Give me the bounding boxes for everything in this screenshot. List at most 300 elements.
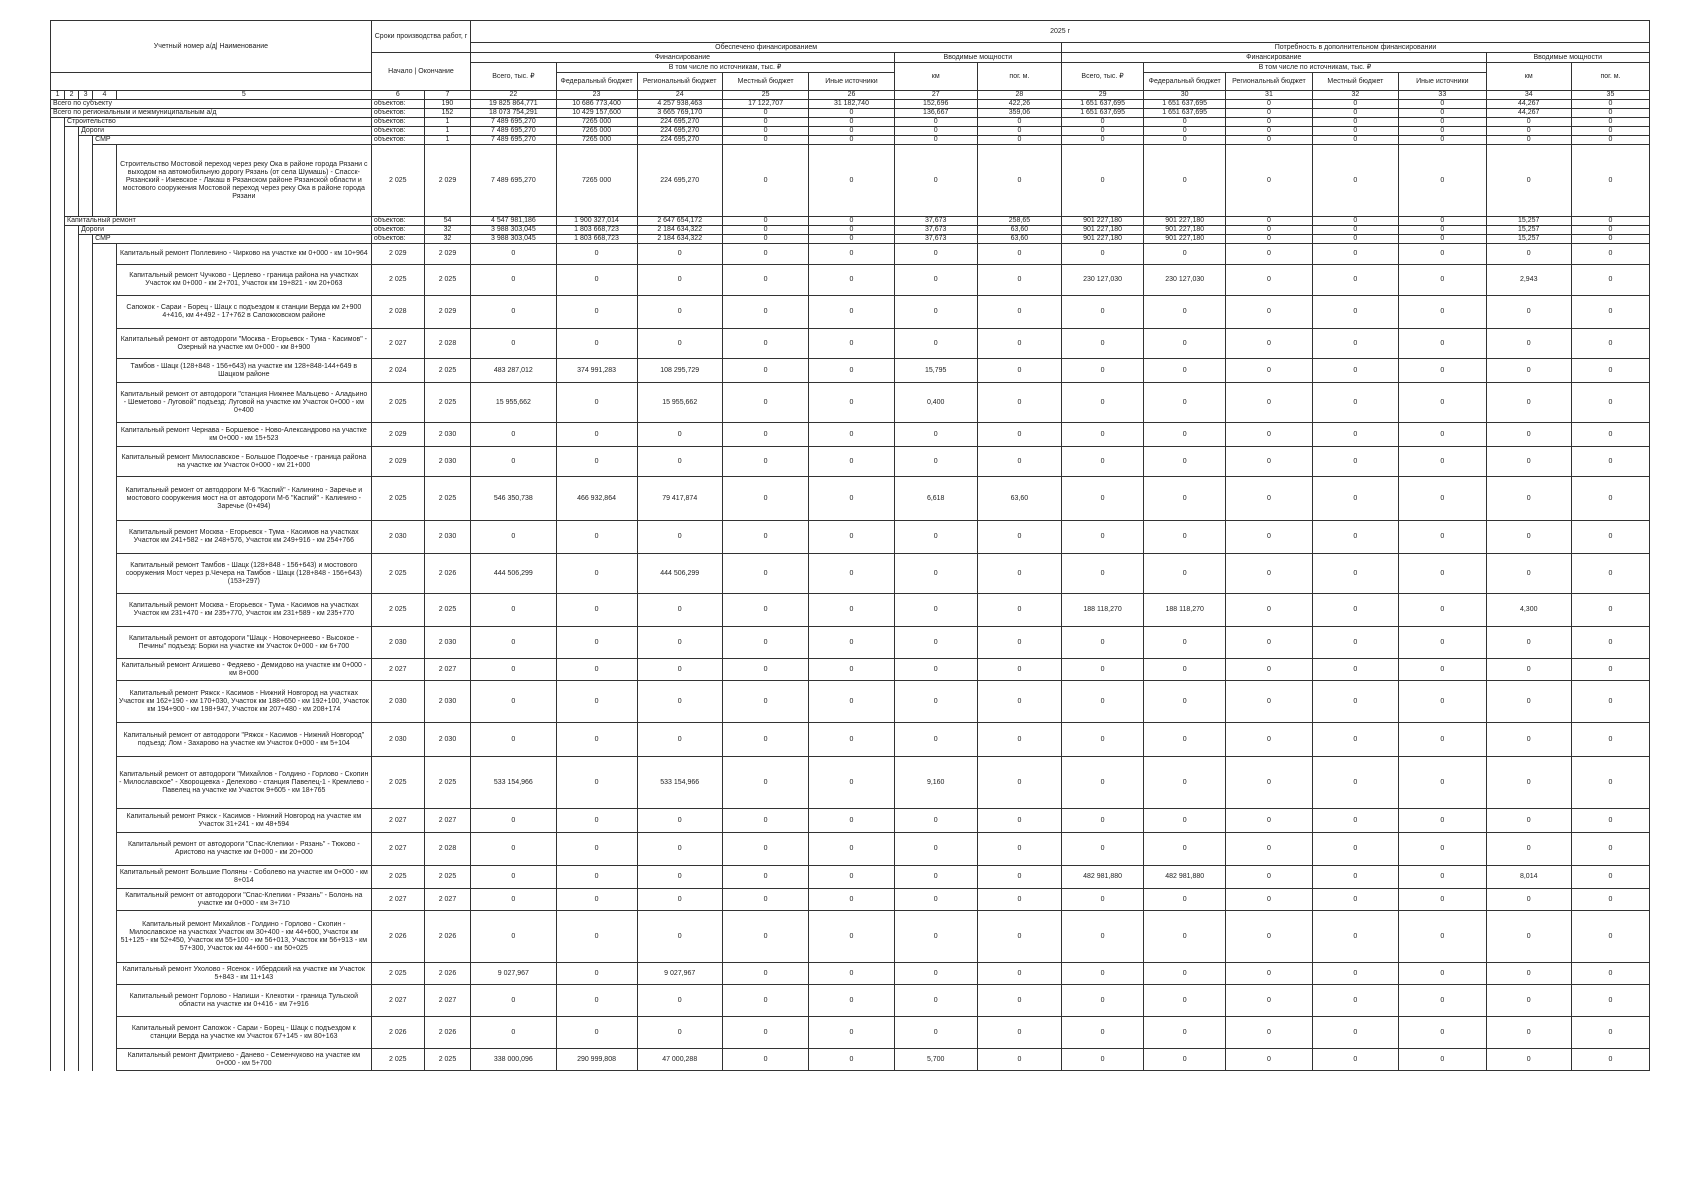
object-row [51,809,1650,833]
value-cell: 0 [1226,911,1312,963]
value-cell: 0 [1226,296,1312,329]
value-cell: 901 227,180 [1144,235,1226,244]
row-label: СМР [93,136,372,145]
value-cell: 0 [1486,659,1571,681]
value-cell: 0 [809,659,894,681]
value-cell: 15,795 [894,359,977,383]
value-cell: 136,667 [894,109,977,118]
value-cell: 0 [1312,329,1398,359]
value-cell: 0 [471,423,556,447]
end-year: 2 025 [424,594,470,627]
value-cell: 0 [977,136,1061,145]
header-capacity-need: Вводимые мощности [1486,53,1649,63]
value-cell: 258,65 [977,217,1061,226]
value-cell: 188 118,270 [1062,594,1144,627]
column-number: 33 [1399,91,1487,100]
row-label: Капитальный ремонт [65,217,372,226]
value-cell: 0 [1399,217,1487,226]
value-cell: 0 [1399,681,1487,723]
indent-cell [79,447,93,477]
indent-cell [93,265,117,296]
value-cell: 0 [1062,833,1144,866]
unit-label: объектов: [371,109,424,118]
value-cell: 0 [1486,833,1571,866]
value-cell: 0 [722,235,808,244]
value-cell: 0 [722,423,808,447]
object-name: Капитальный ремонт Дмитриево - Данево - Семенчуково на участке км 0+000 - км 5+700 [116,1049,371,1071]
indent-cell [51,833,65,866]
indent-cell [93,594,117,627]
column-number: 25 [722,91,808,100]
end-year: 2 029 [424,296,470,329]
value-cell: 0 [1226,359,1312,383]
value-cell: 0 [1226,136,1312,145]
object-name: Сапожок - Сараи - Борец - Шацк с подъездом к станции Верда км 2+900 4+416, км 4+492 - 17+762 в Сапожковском районе [116,296,371,329]
value-cell: 0 [977,423,1061,447]
object-name: Капитальный ремонт от автодороги "Михайлов - Голдино - Горлово - Скопин - Милославское" - Хворощевка - Делехово - станция Павелец-1 - Кремлево - Павелец на участке км Участок 9+605 - км 18+765 [116,757,371,809]
value-cell: 0 [1486,757,1571,809]
indent-cell [93,809,117,833]
value-cell: 0 [1062,889,1144,911]
value-cell: 0 [1399,359,1487,383]
start-year: 2 025 [371,265,424,296]
value-cell: 0 [1312,1049,1398,1071]
value-cell: 0 [1486,296,1571,329]
value-cell: 5,700 [894,1049,977,1071]
value-cell: 0 [556,594,637,627]
value-cell: 0 [1571,477,1649,521]
value-cell: 0 [894,244,977,265]
value-cell: 0 [1486,1049,1571,1071]
value-cell: 0 [894,723,977,757]
object-row [51,627,1650,659]
value-cell: 0 [556,889,637,911]
start-year: 2 025 [371,963,424,985]
value-cell: 63,60 [977,226,1061,235]
value-cell: 1 803 668,723 [556,226,637,235]
value-cell: 0 [1144,329,1226,359]
value-cell: 0 [471,659,556,681]
indent-cell [51,423,65,447]
indent-cell [79,866,93,889]
value-cell: 0 [1312,911,1398,963]
indent-cell [79,329,93,359]
end-year: 2 028 [424,329,470,359]
value-cell: 0 [1312,681,1398,723]
value-cell: 0 [809,217,894,226]
column-number: 23 [556,91,637,100]
value-cell: 0 [1571,521,1649,554]
value-cell: 0 [637,627,722,659]
indent-cell [51,594,65,627]
value-cell: 0 [1226,118,1312,127]
value-cell: 0 [1062,963,1144,985]
value-cell: 0 [637,681,722,723]
indent-cell [65,447,79,477]
value-cell: 0 [471,265,556,296]
indent-cell [93,145,117,217]
value-cell: 0 [1312,423,1398,447]
object-row [51,244,1650,265]
summary-row [51,118,1650,127]
value-cell: 0 [1571,809,1649,833]
value-cell: 0 [1486,911,1571,963]
indent-cell [93,329,117,359]
object-row [51,521,1650,554]
value-cell: 0 [1062,659,1144,681]
value-cell: 0 [1486,627,1571,659]
value-cell: 0 [1486,985,1571,1017]
value-cell: 0 [1144,723,1226,757]
value-cell: 0 [1571,985,1649,1017]
value-cell: 0 [977,265,1061,296]
unit-label: объектов: [371,235,424,244]
indent-cell [51,118,65,127]
value-cell: 0 [977,244,1061,265]
row-label: Дороги [79,226,372,235]
value-cell: 0 [556,911,637,963]
indent-cell [79,723,93,757]
value-cell: 0 [809,296,894,329]
indent-cell [65,136,79,145]
value-cell: 152,696 [894,100,977,109]
indent-cell [79,1049,93,1071]
object-count: 190 [424,100,470,109]
start-year: 2 025 [371,866,424,889]
value-cell: 15 955,662 [637,383,722,423]
value-cell: 224 695,270 [637,118,722,127]
end-year: 2 027 [424,659,470,681]
column-number: 34 [1486,91,1571,100]
value-cell: 0 [637,809,722,833]
indent-cell [65,244,79,265]
value-cell: 0 [1144,244,1226,265]
indent-cell [65,329,79,359]
end-year: 2 027 [424,809,470,833]
value-cell: 0 [1226,447,1312,477]
column-number: 29 [1062,91,1144,100]
value-cell: 901 227,180 [1062,235,1144,244]
value-cell: 0 [1144,145,1226,217]
indent-cell [65,681,79,723]
value-cell: 0 [1486,554,1571,594]
object-row [51,985,1650,1017]
indent-cell [93,985,117,1017]
value-cell: 0 [1399,554,1487,594]
end-year: 2 030 [424,627,470,659]
value-cell: 0 [556,265,637,296]
value-cell: 0 [1144,127,1226,136]
value-cell: 0 [1226,145,1312,217]
start-year: 2 027 [371,809,424,833]
value-cell: 482 981,880 [1144,866,1226,889]
value-cell: 0 [1312,100,1398,109]
value-cell: 0 [1312,1017,1398,1049]
start-year: 2 026 [371,911,424,963]
object-name: Капитальный ремонт Чучково - Церлево - граница района на участках Участок км 0+000 - км 2+701, Участок км 19+821 - км 20+063 [116,265,371,296]
object-name: Капитальный ремонт Агишево - Федяево - Демидово на участке км 0+000 - км 8+000 [116,659,371,681]
unit-label: объектов: [371,136,424,145]
value-cell: 17 122,707 [722,100,808,109]
value-cell: 338 000,096 [471,1049,556,1071]
value-cell: 0 [722,521,808,554]
value-cell: 7 489 695,270 [471,118,556,127]
object-row [51,659,1650,681]
value-cell: 0 [809,329,894,359]
value-cell: 0 [894,423,977,447]
value-cell: 0 [1399,109,1487,118]
indent-cell [79,145,93,217]
value-cell: 0 [1486,359,1571,383]
indent-cell [93,244,117,265]
value-cell: 0 [556,866,637,889]
indent-cell [79,235,93,244]
value-cell: 0 [809,109,894,118]
value-cell: 63,60 [977,235,1061,244]
object-row [51,911,1650,963]
value-cell: 0 [1144,681,1226,723]
value-cell: 0 [977,594,1061,627]
indent-cell [93,296,117,329]
header-federal-provided: Федеральный бюджет [556,73,637,91]
indent-cell [79,681,93,723]
value-cell: 0 [637,659,722,681]
value-cell: 0 [1226,866,1312,889]
value-cell: 0 [809,235,894,244]
header-regional-need: Региональный бюджет [1226,73,1312,91]
value-cell: 0 [1312,109,1398,118]
object-name: Капитальный ремонт Большие Поляны - Соболево на участке км 0+000 - км 8+014 [116,866,371,889]
value-cell: 0 [1226,594,1312,627]
value-cell: 0 [556,1017,637,1049]
financing-table [50,20,1650,1071]
value-cell: 0 [471,447,556,477]
end-year: 2 025 [424,359,470,383]
value-cell: 0 [894,296,977,329]
value-cell: 0 [894,265,977,296]
column-number-row [51,91,1650,100]
value-cell: 0 [1571,145,1649,217]
indent-cell [65,889,79,911]
value-cell: 0 [1312,594,1398,627]
value-cell: 0 [722,554,808,594]
value-cell: 0 [1226,554,1312,594]
value-cell: 230 127,030 [1144,265,1226,296]
value-cell: 0 [1399,833,1487,866]
indent-cell [65,866,79,889]
value-cell: 0 [722,136,808,145]
value-cell: 7 489 695,270 [471,145,556,217]
value-cell: 0 [977,296,1061,329]
value-cell: 0 [471,244,556,265]
value-cell: 0 [977,554,1061,594]
summary-row [51,226,1650,235]
value-cell: 0 [1312,265,1398,296]
indent-cell [79,1017,93,1049]
indent-cell [51,681,65,723]
header-total-need: Всего, тыс. ₽ [1062,63,1144,91]
value-cell: 0 [977,681,1061,723]
value-cell: 4 257 938,463 [637,100,722,109]
header-local-need: Местный бюджет [1312,73,1398,91]
value-cell: 0 [894,889,977,911]
indent-cell [51,889,65,911]
value-cell: 374 991,283 [556,359,637,383]
indent-cell [65,809,79,833]
indent-cell [51,127,65,136]
value-cell: 0 [1062,118,1144,127]
value-cell: 0 [1486,521,1571,554]
value-cell: 0 [471,329,556,359]
value-cell: 1 651 637,695 [1062,109,1144,118]
indent-cell [93,889,117,911]
value-cell: 0 [809,1049,894,1071]
indent-cell [51,145,65,217]
value-cell: 8,014 [1486,866,1571,889]
value-cell: 0 [1144,383,1226,423]
value-cell: 7265 000 [556,118,637,127]
value-cell: 188 118,270 [1144,594,1226,627]
value-cell: 0 [1486,383,1571,423]
value-cell: 2,943 [1486,265,1571,296]
object-name: Капитальный ремонт Горлово - Напиши - Клекотки - граница Тульской области на участке км 0+416 - км 7+916 [116,985,371,1017]
value-cell: 0 [1571,911,1649,963]
column-number: 7 [424,91,470,100]
object-row [51,889,1650,911]
object-name: Капитальный ремонт Тамбов - Шацк (128+848 - 156+643) и мостового сооружения Мост через р.Чечера на Тамбов - Шацк (128+848 - 156+643) (153+297) [116,554,371,594]
object-row [51,383,1650,423]
value-cell: 230 127,030 [1062,265,1144,296]
object-row [51,757,1650,809]
value-cell: 0 [722,659,808,681]
start-year: 2 027 [371,659,424,681]
value-cell: 0 [977,627,1061,659]
value-cell: 0 [556,833,637,866]
value-cell: 0 [1226,809,1312,833]
value-cell: 0 [637,296,722,329]
value-cell: 0 [809,244,894,265]
header-other-provided: Иные источники [809,73,894,91]
value-cell: 0 [1226,383,1312,423]
value-cell: 0 [1062,423,1144,447]
value-cell: 0 [1571,723,1649,757]
value-cell: 0 [722,477,808,521]
value-cell: 0 [1571,1017,1649,1049]
object-name: Капитальный ремонт от автодороги "Москва - Егорьевск - Тума - Касимов" - Озерный на участке км 0+000 - км 8+900 [116,329,371,359]
value-cell: 0 [1144,118,1226,127]
value-cell: 0 [722,911,808,963]
value-cell: 0 [1226,423,1312,447]
value-cell: 0 [1312,659,1398,681]
value-cell: 0 [1571,127,1649,136]
indent-cell [79,359,93,383]
value-cell: 0 [1144,521,1226,554]
column-number: 22 [471,91,556,100]
value-cell: 0 [1486,809,1571,833]
summary-row [51,235,1650,244]
value-cell: 79 417,874 [637,477,722,521]
object-row [51,296,1650,329]
header-start-end: Начало | Окончание [371,53,470,91]
value-cell: 0 [894,963,977,985]
object-row [51,866,1650,889]
value-cell: 0 [809,521,894,554]
start-year: 2 025 [371,477,424,521]
value-cell: 0 [894,911,977,963]
value-cell: 0 [1399,226,1487,235]
object-name: Капитальный ремонт Москва - Егорьевск - Тума - Касимов на участках Участок км 241+582 - км 248+576, Участок км 249+916 - км 254+766 [116,521,371,554]
value-cell: 0 [556,963,637,985]
value-cell: 0 [894,1017,977,1049]
value-cell: 0 [809,627,894,659]
value-cell: 0 [556,681,637,723]
value-cell: 0 [556,809,637,833]
value-cell: 31 182,740 [809,100,894,109]
indent-cell [65,423,79,447]
value-cell: 2 647 654,172 [637,217,722,226]
indent-cell [51,226,65,235]
value-cell: 0 [977,911,1061,963]
value-cell: 0 [1062,329,1144,359]
value-cell: 0 [1144,136,1226,145]
indent-cell [79,627,93,659]
value-cell: 0 [1399,1017,1487,1049]
value-cell: 224 695,270 [637,127,722,136]
value-cell: 0 [1226,265,1312,296]
value-cell: 0 [1144,659,1226,681]
object-row [51,477,1650,521]
indent-cell [65,521,79,554]
value-cell: 0 [1486,145,1571,217]
end-year: 2 030 [424,681,470,723]
unit-label: объектов: [371,226,424,235]
value-cell: 0 [894,521,977,554]
value-cell: 0 [637,1017,722,1049]
indent-cell [65,359,79,383]
value-cell: 0 [722,329,808,359]
value-cell: 533 154,966 [637,757,722,809]
end-year: 2 025 [424,866,470,889]
row-label: Дороги [79,127,372,136]
start-year: 2 030 [371,723,424,757]
value-cell: 359,06 [977,109,1061,118]
value-cell: 0 [894,866,977,889]
value-cell: 0 [894,329,977,359]
value-cell: 3 988 303,045 [471,235,556,244]
value-cell: 0 [722,833,808,866]
value-cell: 0 [471,833,556,866]
indent-cell [51,1049,65,1071]
value-cell: 0 [894,833,977,866]
indent-cell [79,521,93,554]
start-year: 2 025 [371,145,424,217]
indent-cell [51,447,65,477]
value-cell: 0 [1571,383,1649,423]
value-cell: 0 [637,329,722,359]
value-cell: 0 [977,985,1061,1017]
indent-cell [65,1017,79,1049]
value-cell: 0 [1399,911,1487,963]
value-cell: 0 [1062,145,1144,217]
value-cell: 0 [1486,423,1571,447]
indent-cell [51,217,65,226]
value-cell: 0 [977,963,1061,985]
value-cell: 0 [637,521,722,554]
value-cell: 0 [1571,627,1649,659]
indent-cell [65,265,79,296]
value-cell: 0 [809,681,894,723]
value-cell: 0 [471,594,556,627]
